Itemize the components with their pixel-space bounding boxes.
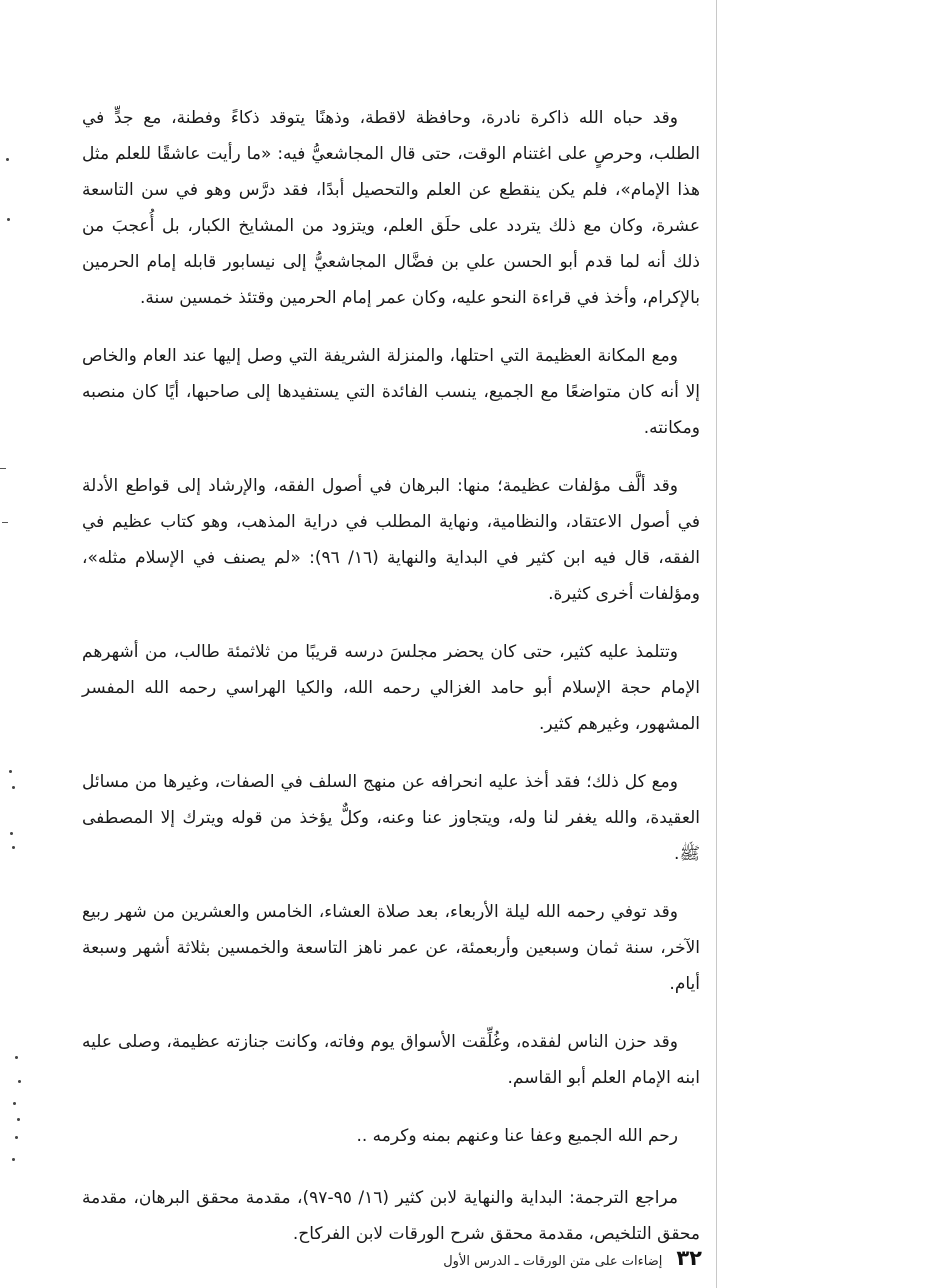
scan-artifact	[13, 1102, 16, 1105]
scan-artifact	[10, 832, 13, 835]
running-title: إضاءات على متن الورقات ـ الدرس الأول	[443, 1254, 663, 1269]
scan-artifact	[0, 468, 6, 469]
scan-artifact	[12, 846, 15, 849]
closing-prayer: رحم الله الجميع وعفا عنا وعنهم بمنه وكرمه ..	[356, 1126, 678, 1146]
body-paragraph: ومع المكانة العظيمة التي احتلها، والمنزلة الشريفة التي وصل إليها عند العام والخاص إلا أنه كان متواضعًا مع الجميع، ينسب الفائدة التي يستفيدها إلى صاحبها، أيًا كان منصبه ومكانته.	[82, 346, 700, 438]
body-paragraph: ومع كل ذلك؛ فقد أخذ عليه انحرافه عن منهج السلف في الصفات، وغيرها من مسائل العقيدة، والله يغفر لنا وله، ويتجاوز عنا وعنه، وكلٌّ يؤخذ من قوله ويترك إلا المصطفى ﷺ.	[82, 772, 700, 864]
scan-artifact	[6, 158, 9, 161]
scan-artifact	[15, 1136, 18, 1139]
page-fold-line	[716, 0, 717, 1288]
scan-artifact	[17, 1118, 20, 1121]
scan-artifact	[12, 786, 15, 789]
scan-artifact	[7, 218, 10, 221]
scan-artifact	[9, 770, 12, 773]
page-footer	[440, 1246, 702, 1270]
scan-artifact	[2, 522, 8, 523]
page-number: ٣٢	[676, 1246, 702, 1270]
scan-artifact	[18, 1080, 21, 1083]
body-paragraph: وقد ألَّف مؤلفات عظيمة؛ منها: البرهان في أصول الفقه، والإرشاد إلى قواطع الأدلة في أصول الاعتقاد، والنظامية، ونهاية المطلب في دراية المذهب، وهو كتاب عظيم في الفقه، قال فيه ابن كثير في البداية والنهاية (١٦/ ٩٦): «لم يصنف في الإسلام مثله»، ومؤلفات أخرى كثيرة.	[82, 476, 700, 604]
scan-artifact	[12, 1158, 15, 1161]
body-paragraph: وقد حباه الله ذاكرة نادرة، وحافظة لاقطة، وذهنًا يتوقد ذكاءً وفطنة، مع جدٍّ في الطلب، وحرصٍ على اغتنام الوقت، حتى قال المجاشعيُّ فيه: «ما رأيت عاشقًا للعلم مثل هذا الإمام»، فلم يكن ينقطع عن العلم والتحصيل أبدًا، فقد درَّس وهو في سن التاسعة عشرة، وكان مع ذلك يتردد على حلَق العلم، ويتزود من المشايخ الكبار، بل أُعجبَ من ذلك أنه لما قدم أبو الحسن علي بن فضَّال المجاشعيُّ إلى نيسابور قابله إمام الحرمين بالإكرام، وأخذ في قراءة النحو عليه، وكان عمر إمام الحرمين وقتئذ خمسين سنة.	[82, 108, 700, 308]
body-paragraph: وقد حزن الناس لفقده، وغُلِّقت الأسواق يوم وفاته، وكانت جنازته عظيمة، وصلى عليه ابنه الإمام العلم أبو القاسم.	[82, 1032, 700, 1088]
body-paragraph: وتتلمذ عليه كثير، حتى كان يحضر مجلسَ درسه قريبًا من ثلاثمئة طالب، من أشهرهم الإمام حجة الإسلام أبو حامد الغزالي رحمه الله، والكيا الهراسي رحمه الله المفسر المشهور، وغيرهم كثير.	[82, 642, 700, 734]
body-paragraph: وقد توفي رحمه الله ليلة الأربعاء، بعد صلاة العشاء، الخامس والعشرين من شهر ربيع الآخر، سنة ثمان وسبعين وأربعمئة، عن عمر ناهز التاسعة والخمسين بثلاثة أشهر وسبعة أيام.	[82, 902, 700, 994]
references-note: مراجع الترجمة: البداية والنهاية لابن كثير (١٦/ ٩٥-٩٧)، مقدمة محقق البرهان، مقدمة محقق التلخيص، مقدمة محقق شرح الورقات لابن الفركاح.	[82, 1188, 700, 1244]
scan-artifact	[15, 1056, 18, 1059]
page-body	[82, 100, 700, 1252]
